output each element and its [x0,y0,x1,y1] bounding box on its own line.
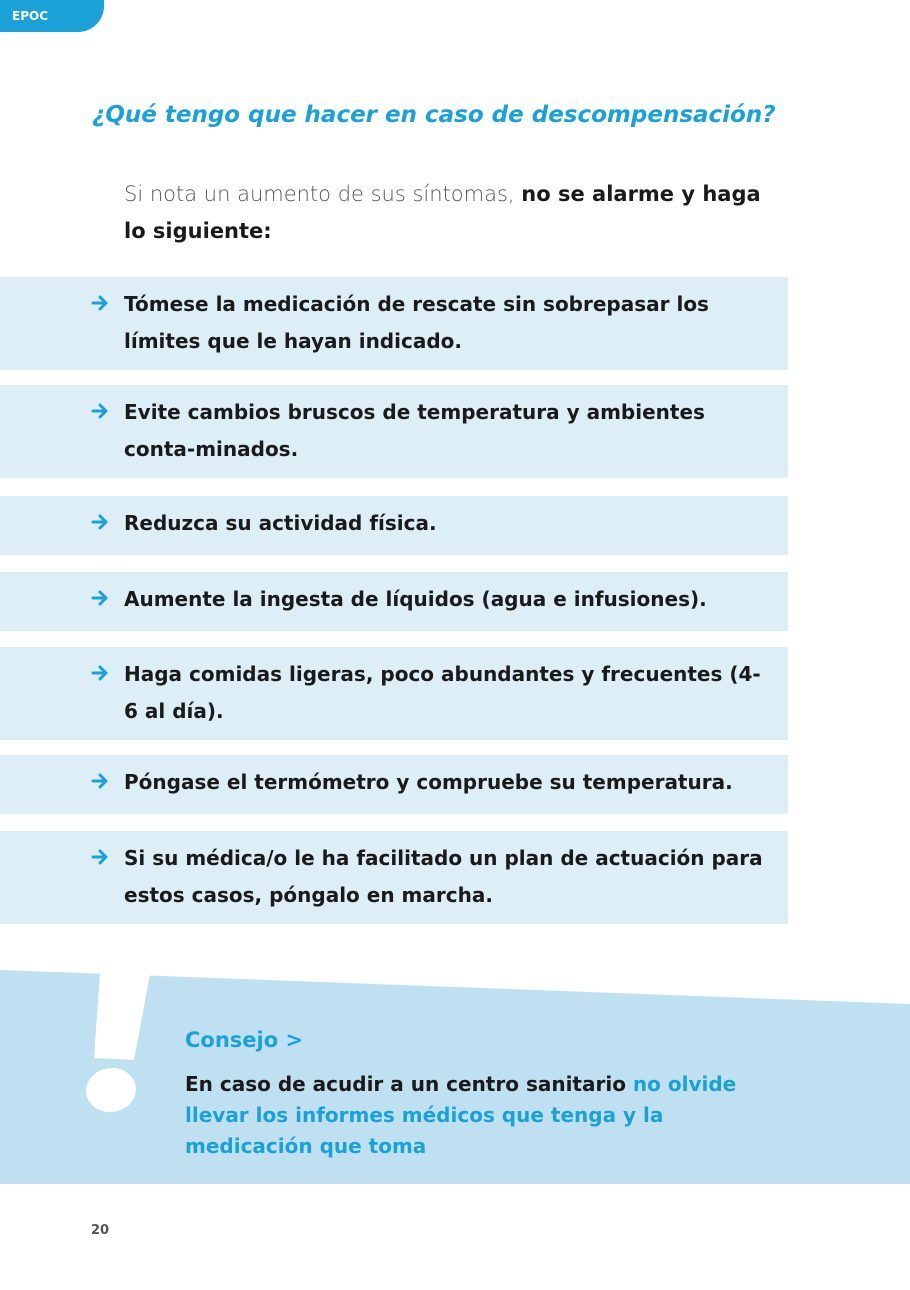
list-item-text: Póngase el termómetro y compruebe su temperatura. [124,770,733,794]
list-item [0,755,788,814]
advice-label: Consejo > [185,1028,304,1052]
list-item [0,496,788,555]
page-number: 20 [91,1223,110,1238]
arrow-right-icon [90,769,110,793]
arrow-right-icon [90,291,110,315]
list-item-text: Haga comidas ligeras, poco abundantes y frecuentes (4-6 al día). [124,662,761,723]
advice-text [185,1069,795,1162]
intro-text: Si nota un aumento de sus síntomas, [124,182,522,206]
advice-text-highlight: no olvide llevar los informes médicos que tenga y la medicación que toma [185,1072,737,1158]
intro-emphasis: no se alarme y haga lo siguiente: [124,182,761,243]
list-item [0,647,788,740]
arrow-right-icon [90,845,110,869]
list-item-text: Evite cambios bruscos de temperatura y ambientes conta-minados. [124,400,705,461]
list-item [0,277,788,370]
list-item-text: Tómese la medicación de rescate sin sobrepasar los límites que le hayan indicado. [124,292,709,353]
list-item [0,385,788,478]
list-item-text: Reduzca su actividad física. [124,511,437,535]
section-tab [0,0,104,32]
list-item-text: Aumente la ingesta de líquidos (agua e infusiones). [124,587,707,611]
arrow-right-icon [90,399,110,423]
list-item [0,831,788,924]
arrow-right-icon [90,510,110,534]
arrow-right-icon [90,586,110,610]
list-item [0,572,788,631]
section-tab-label: EPOC [12,9,48,23]
list-item-text: Si su médica/o le ha facilitado un plan de actuación para estos casos, póngalo en marcha. [124,846,763,907]
advice-text-plain: En caso de acudir a un centro sanitario [185,1072,633,1096]
arrow-right-icon [90,661,110,685]
intro-paragraph [124,176,774,250]
section-heading: ¿Qué tengo que hacer en caso de descompensación? [92,102,776,128]
